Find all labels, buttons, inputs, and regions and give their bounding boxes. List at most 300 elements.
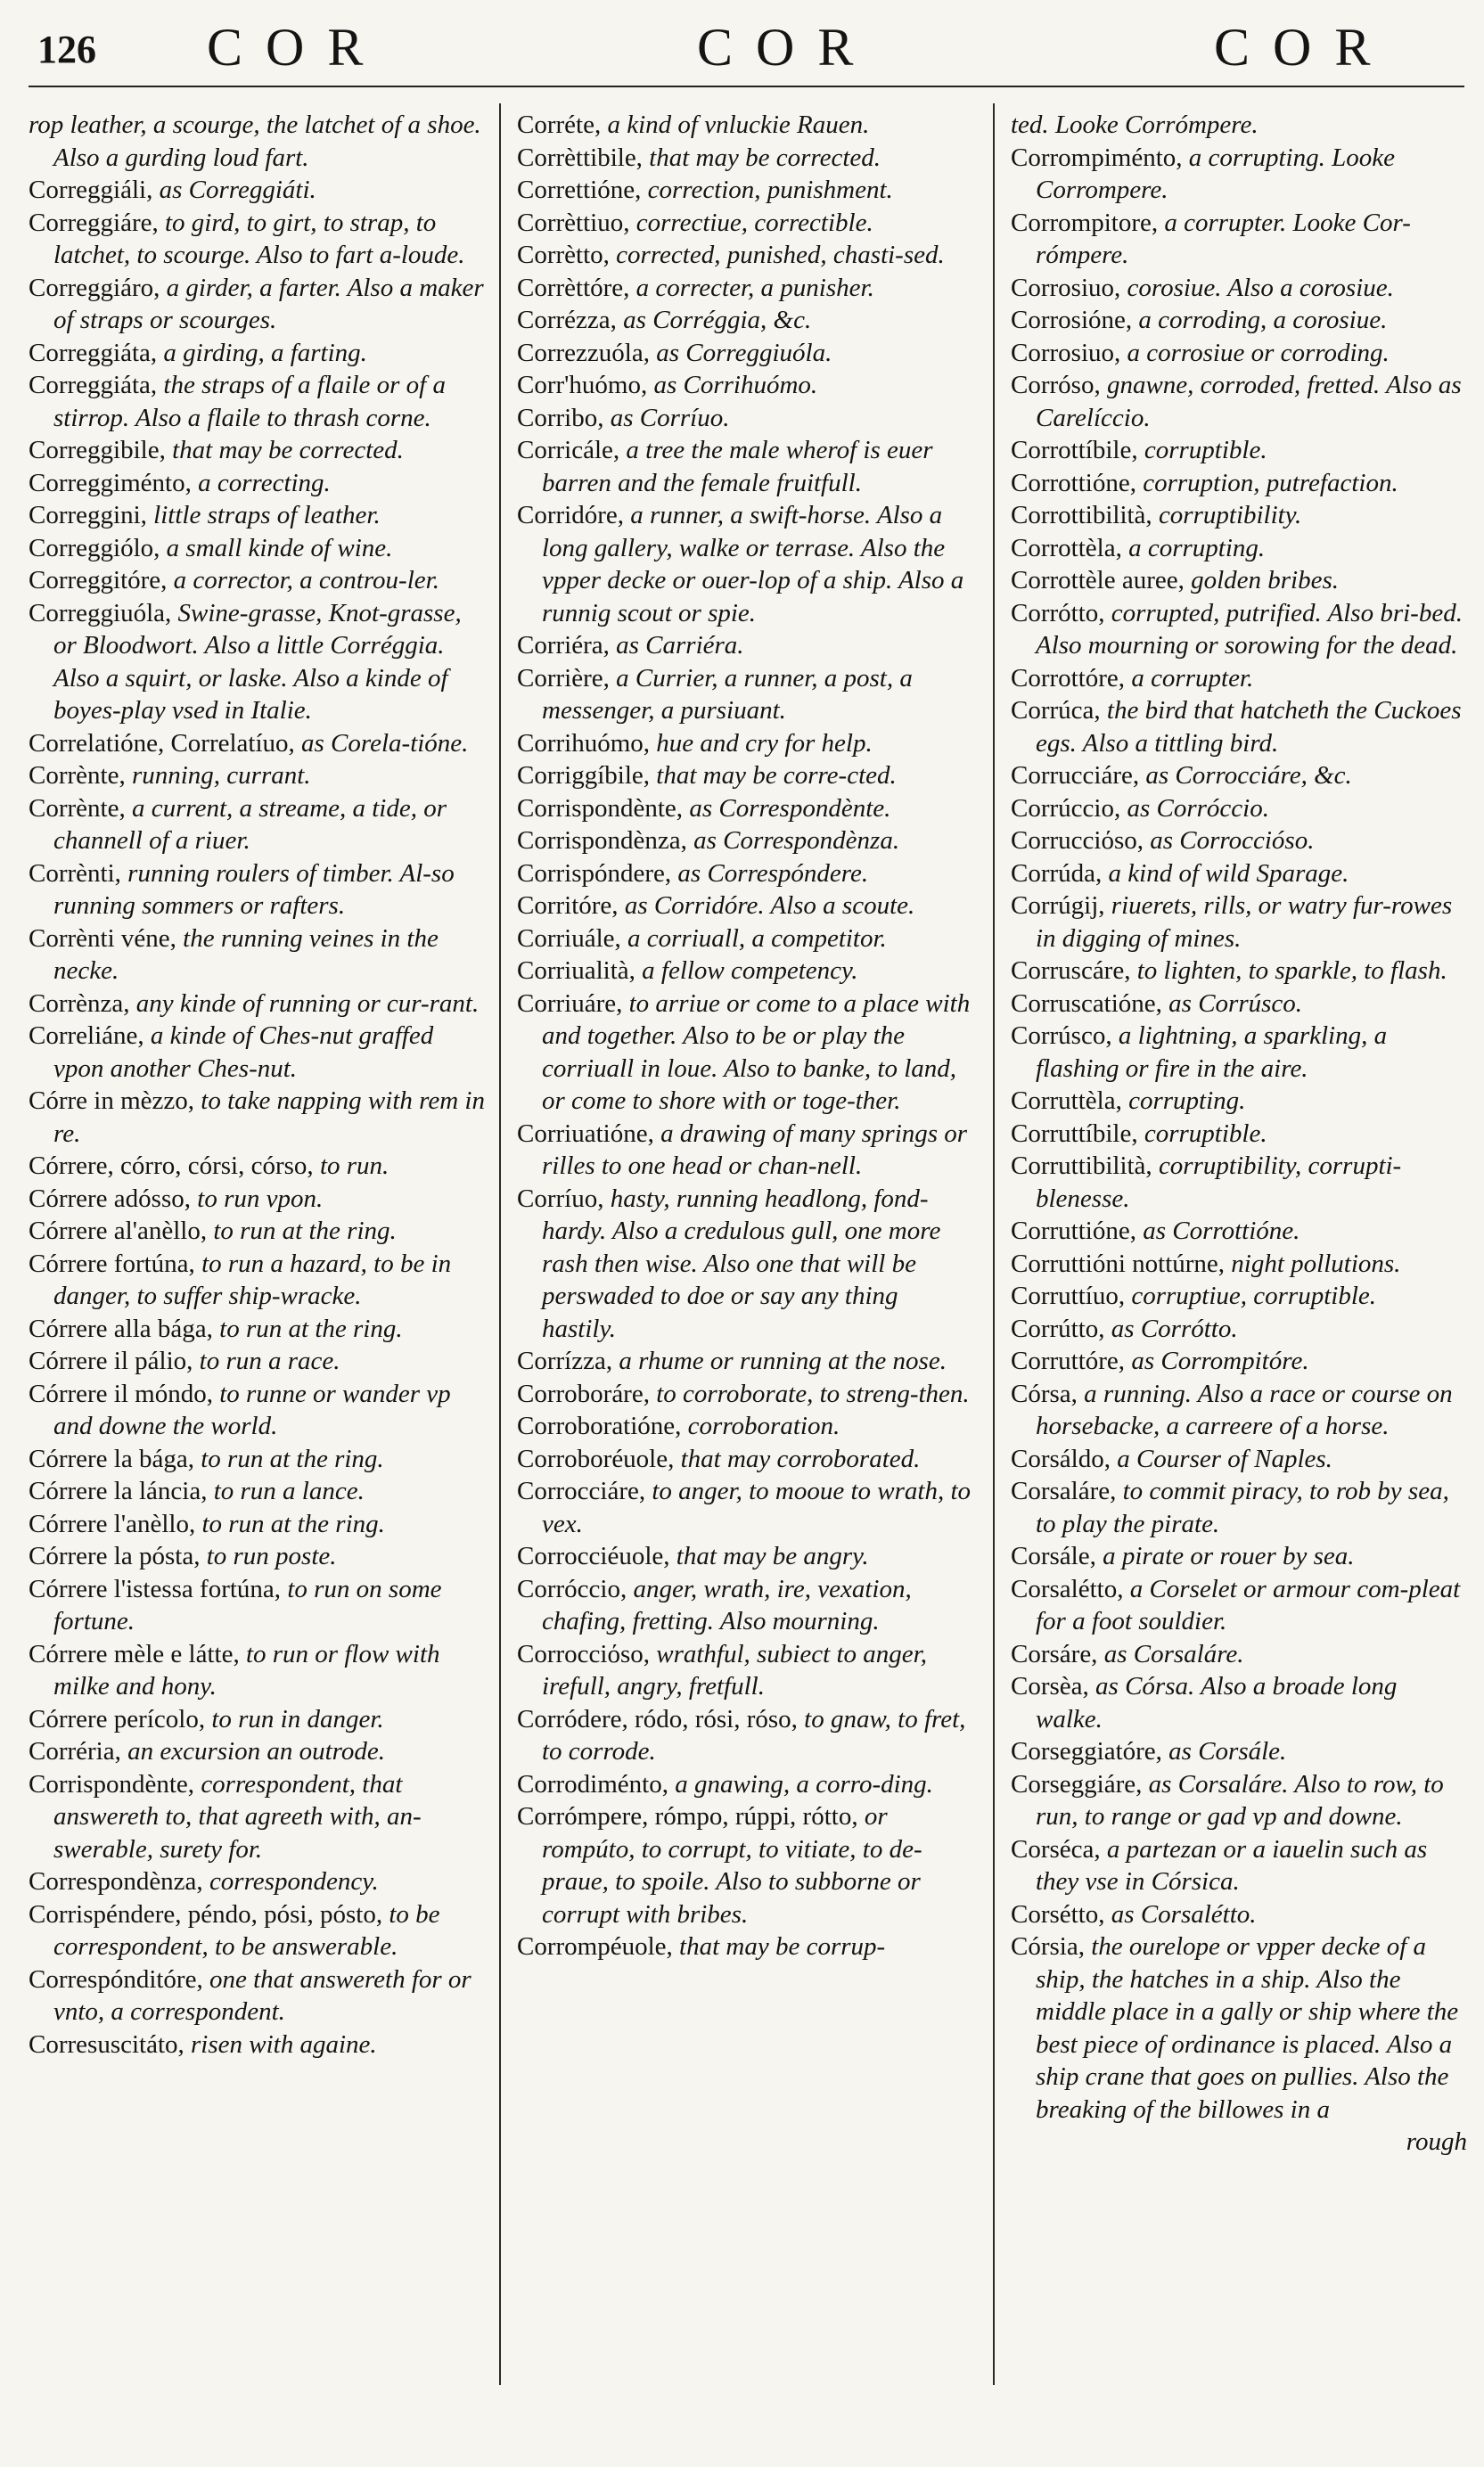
headword: Córsa, (1011, 1379, 1085, 1408)
dictionary-entry (1011, 1118, 1467, 1151)
headword: Corsèa, (1011, 1672, 1096, 1701)
dictionary-entry (1011, 1768, 1467, 1833)
dictionary-entry (517, 109, 973, 142)
catchword: rough (1406, 2127, 1467, 2156)
definition: a partezan or a iauelin such as they vse in Córsica. (1036, 1834, 1428, 1896)
headword: Corruscatióne, (1011, 988, 1169, 1018)
definition: one that answereth for or vnto, a correspondent. (53, 1964, 471, 2026)
definition: wrathful, subiect to anger, irefull, angry, fretfull. (542, 1639, 927, 1701)
definition: hasty, running headlong, fond-hardy. Also a credulous gull, one more rash then wise. Also one that will be perswaded to doe or say any thing hastily. (542, 1184, 941, 1343)
dictionary-entry (517, 629, 973, 662)
dictionary-entry (29, 337, 485, 370)
definition: a gnawing, a corro-ding. (675, 1769, 933, 1799)
definition: corruptibility, corrupti-blenesse. (1036, 1152, 1402, 1213)
headword: Corrottibilità, (1011, 501, 1159, 529)
headword: Corsalétto, (1011, 1574, 1130, 1603)
definition: running, currant. (131, 761, 311, 790)
headword: Corrottíbile, (1011, 436, 1144, 464)
definition: as Corrottióne. (1143, 1217, 1300, 1245)
dictionary-entry (1011, 1215, 1467, 1248)
headword: Córrere, córro, córsi, córso, (29, 1152, 320, 1180)
definition: the running veines in the necke. (53, 923, 439, 985)
dictionary-entry (29, 1638, 485, 1703)
headword: Corrótto, (1011, 598, 1111, 627)
dictionary-entry (29, 1898, 485, 1963)
definition: corroboration. (687, 1412, 840, 1440)
dictionary-entry (517, 304, 973, 337)
headword: Corrucciόso, (1011, 826, 1151, 855)
definition: correctiue, correctible. (635, 208, 873, 237)
dictionary-entry (517, 1573, 973, 1638)
dictionary-entry (517, 727, 973, 760)
definition: little straps of leather. (153, 501, 381, 529)
headword: Córrere perícolo, (29, 1704, 212, 1733)
definition: a tree the male wherof is euer barren and the female fruitfull. (542, 436, 933, 497)
headword: Correggibile, (29, 436, 173, 464)
definition: as Corrótto. (1111, 1314, 1238, 1343)
dictionary-entry (29, 499, 485, 532)
dictionary-entry (1011, 1540, 1467, 1573)
dictionary-entry (1011, 824, 1467, 857)
dictionary-entry (29, 1345, 485, 1378)
dictionary-entry (1011, 532, 1467, 565)
definition: an excursion an outrode. (127, 1737, 386, 1766)
dictionary-entry (517, 824, 973, 857)
page-body (29, 87, 1467, 2440)
dictionary-entry (1011, 1638, 1467, 1671)
headword: Corriualità, (517, 956, 643, 985)
definition: as Corela-tióne. (301, 728, 469, 758)
definition: as Corróccio. (1127, 793, 1269, 823)
definition: a girder, a farter. Also a maker of straps or scourges. (53, 273, 484, 334)
dictionary-entry (29, 922, 485, 988)
dictionary-entry (517, 792, 973, 825)
definition: to arriue or come to a place with and together. Also to be or play the corriuall in loue. Also to banke, to land, or come to shore with or toge-ther. (542, 988, 971, 1115)
headword: Corrottèle auree, (1011, 566, 1192, 594)
headword: Corruttíuo, (1011, 1282, 1132, 1310)
dictionary-entry (517, 759, 973, 792)
column-rule (499, 103, 501, 2385)
headword: Corséca, (1011, 1834, 1107, 1864)
dictionary-entry (29, 1215, 485, 1248)
headword: Corrompéuole, (517, 1932, 680, 1961)
definition: a rhume or running at the nose. (619, 1347, 947, 1375)
dictionary-entry (29, 1443, 485, 1476)
definition: corruption, putrefaction. (1143, 468, 1398, 497)
dictionary-entry (517, 239, 973, 272)
definition: a kind of wild Sparage. (1108, 858, 1349, 888)
headword: Corrispéndere, péndo, pósi, pósto, (29, 1899, 389, 1929)
definition: to run at the ring. (201, 1444, 384, 1473)
dictionary-entry (29, 1183, 485, 1216)
dictionary-entry (1011, 792, 1467, 825)
headword: Correggini, (29, 501, 154, 529)
headword: Córrere fortúna, (29, 1249, 202, 1278)
dictionary-entry (1011, 207, 1467, 272)
definition: as Carriéra. (616, 631, 744, 660)
dictionary-entry (29, 857, 485, 922)
headword: Córrere adósso, (29, 1184, 198, 1213)
dictionary-entry (1011, 1280, 1467, 1313)
headword: Corrènte, (29, 761, 132, 790)
dictionary-entry (29, 1768, 485, 1866)
dictionary-entry (517, 1183, 973, 1346)
dictionary-entry (517, 988, 973, 1118)
dictionary-entry (1011, 1833, 1467, 1898)
headword: Corrottóre, (1011, 663, 1132, 693)
definition: to anger, to mooue to wrath, to vex. (542, 1477, 972, 1538)
headword: Corruscáre, (1011, 956, 1137, 985)
headword: Corríuo, (517, 1184, 611, 1213)
headword: Corrèttibile, (517, 143, 650, 172)
dictionary-entry (29, 1963, 485, 2029)
headword: Corresuscitáto, (29, 2029, 192, 2059)
headword: Corrispondènte, (517, 793, 690, 823)
definition: as Correggiuóla. (656, 338, 832, 367)
definition: the ourelope or vpper decke of a ship, the hatches in a ship. Also the middle place in a gally or ship where the best piece of ordinance is placed. Also a ship crane that goes on pullies. Also the breaking of the billowes in a (1036, 1932, 1459, 2124)
definition: as Corrihuómo. (653, 371, 818, 399)
dictionary-entry (1011, 1248, 1467, 1281)
headword: Corsáldo, (1011, 1444, 1118, 1473)
dictionary-entry (29, 272, 485, 337)
headword: Corrètto, (517, 241, 617, 269)
definition: a current, a streame, a tide, or channell of a riuer. (53, 793, 447, 855)
definition: a corroding, a corosiue. (1138, 306, 1388, 334)
definition: to run a hazard, to be in danger, to suffer ship-wracke. (53, 1249, 452, 1310)
definition: a corrosiue or corroding. (1127, 338, 1390, 367)
dictionary-entry (517, 857, 973, 890)
definition: a corrupter. Looke Cor-rómpere. (1036, 208, 1411, 269)
dictionary-entry (29, 1865, 485, 1898)
headword: Corsétto, (1011, 1899, 1111, 1929)
definition: a correcter, a punisher. (635, 273, 874, 302)
headword: Correzzuóla, (517, 338, 657, 367)
headword: Corrútto, (1011, 1314, 1111, 1343)
headword: Córrere alla bága, (29, 1314, 220, 1343)
running-head-center: COR (697, 18, 877, 77)
headword: Correliáne, (29, 1021, 151, 1050)
dictionary-entry (29, 1248, 485, 1313)
definition: the straps of a flaile or of a stirrop. Also a flaile to thrash corne. (53, 371, 446, 432)
headword: Corrucciáre, (1011, 761, 1146, 790)
dictionary-entry (29, 2029, 485, 2061)
headword: Corsaláre, (1011, 1477, 1123, 1505)
definition: corrected, punished, chasti-sed. (616, 241, 945, 269)
headword: Correggiáre, (29, 208, 165, 237)
dictionary-entry (1011, 1898, 1467, 1931)
definition: to run in danger. (211, 1704, 384, 1733)
dictionary-entry (29, 1508, 485, 1541)
headword: Córrere l'anèllo, (29, 1509, 202, 1538)
dictionary-entry (29, 727, 485, 760)
headword: Correggiáli, (29, 176, 160, 204)
headword: Corridóre, (517, 501, 631, 529)
dictionary-entry (1011, 889, 1467, 955)
dictionary-entry (29, 1085, 485, 1150)
dictionary-entry (517, 272, 973, 305)
headword: Corrocciéuole, (517, 1542, 676, 1570)
definition: corruptible. (1144, 436, 1267, 464)
dictionary-entry (517, 662, 973, 727)
headword: Córsia, (1011, 1932, 1092, 1961)
dictionary-entry (1011, 564, 1467, 597)
definition: a corriuall, a competitor. (627, 923, 887, 953)
dictionary-entry (517, 1378, 973, 1411)
definition: to be correspondent, to be answerable. (53, 1899, 440, 1961)
dictionary-entry (29, 109, 485, 174)
dictionary-entry (29, 1150, 485, 1183)
definition: a runner, a swift-horse. Also a long gallery, walke or terrase. Also the vpper decke or ouer-lop of a ship. Also a runnig scout or spie. (542, 501, 964, 627)
dictionary-entry (517, 142, 973, 175)
definition: golden bribes. (1191, 566, 1340, 594)
headword: Corréte, (517, 111, 608, 139)
dictionary-entry (29, 532, 485, 565)
dictionary-entry (29, 467, 485, 500)
definition: corruptible. (1144, 1119, 1267, 1148)
definition: running roulers of timber. Al-so running sommers or rafters. (53, 858, 455, 920)
definition: as Corridóre. Also a scoute. (624, 891, 915, 920)
column-rule (993, 103, 995, 2385)
definition: riuerets, rills, or watry fur-rowes in digging of mines. (1036, 891, 1453, 953)
dictionary-entry (517, 1638, 973, 1703)
definition: corruptiue, corruptible. (1131, 1282, 1377, 1310)
dictionary-entry (1011, 369, 1467, 434)
definition: or rompúto, to corrupt, to vitiate, to de-praue, to spoile. Also to subborne or corrupt with bribes. (542, 1802, 922, 1929)
definition: a Currier, a runner, a post, a messenger, a pursiuant. (542, 663, 913, 725)
definition: as Corsaláre. (1103, 1639, 1244, 1668)
headword: Correggiuóla, (29, 598, 178, 627)
headword: Córrere la bága, (29, 1444, 201, 1473)
definition: as Correspóndere. (677, 858, 869, 888)
headword: Corrènza, (29, 988, 136, 1018)
dictionary-entry (517, 174, 973, 207)
definition: a lightning, a sparkling, a flashing or fire in the aire. (1036, 1021, 1388, 1083)
headword: Corrúccio, (1011, 793, 1127, 823)
headword: Corréria, (29, 1737, 128, 1766)
dictionary-entry (1011, 1313, 1467, 1346)
dictionary-entry (517, 1475, 973, 1540)
dictionary-entry (517, 1410, 973, 1443)
dictionary-entry (1011, 1475, 1467, 1540)
headword: Correlatióne, Correlatíuo, (29, 728, 302, 758)
definition: a running. Also a race or course on horsebacke, a carreere of a horse. (1036, 1379, 1453, 1440)
headword: Córrere al'anèllo, (29, 1217, 214, 1245)
definition: as Corrocciáre, &c. (1145, 761, 1352, 790)
definition: to commit piracy, to rob by sea, to play the pirate. (1036, 1477, 1449, 1538)
dictionary-entry (1011, 662, 1467, 695)
dictionary-entry (29, 207, 485, 272)
headword: Corróccio, (517, 1574, 634, 1603)
dictionary-entry (1011, 857, 1467, 890)
definition: a kinde of Ches-nut graffed vpon another Ches-nut. (53, 1021, 434, 1083)
headword: Corr'huómo, (517, 371, 654, 399)
headword: Corrómpere, rómpo, rúppi, rótto, (517, 1802, 865, 1831)
headword: Corruttióni nottúrne, (1011, 1249, 1232, 1278)
definition: as Corsalétto. (1111, 1899, 1257, 1929)
headword: Córre in mèzzo, (29, 1086, 201, 1115)
definition: to runne or wander vp and downe the world. (53, 1379, 451, 1440)
dictionary-entry (29, 564, 485, 597)
dictionary-entry (29, 1540, 485, 1573)
headword: Corrúgij, (1011, 891, 1111, 920)
definition: a drawing of many springs or rilles to one head or chan-nell. (542, 1119, 968, 1180)
definition: a corrupting. Looke Corrompere. (1036, 143, 1395, 204)
headword: Córrere il pálio, (29, 1347, 200, 1375)
dictionary-entry (1011, 1670, 1467, 1735)
headword: Correggiáta, (29, 338, 164, 367)
column-middle (517, 109, 973, 1963)
headword: Corseggiatóre, (1011, 1737, 1169, 1766)
definition: to lighten, to sparkle, to flash. (1136, 956, 1447, 985)
dictionary-entry (29, 174, 485, 207)
definition: a Corselet or armour com-pleat for a foot souldier. (1036, 1574, 1461, 1635)
dictionary-entry (1011, 467, 1467, 500)
dictionary-entry (517, 434, 973, 499)
dictionary-entry (29, 369, 485, 434)
headword: Corrispondènza, (517, 826, 694, 855)
definition: to take napping with rem in re. (53, 1086, 485, 1148)
dictionary-entry (1011, 597, 1467, 662)
definition: Swine-grasse, Knot-grasse, or Bloodwort. Also a little Corréggia. Also a squirt, or laske. Also a kinde of boyes-play vsed in Italie. (53, 598, 462, 725)
headword: Corrosiuo, (1011, 273, 1127, 302)
headword: Correggiólo, (29, 533, 167, 562)
dictionary-entry (29, 759, 485, 792)
headword: Corsáre, (1011, 1639, 1104, 1668)
definition: that may be corrected. (172, 436, 404, 464)
definition: a corrector, a controu-ler. (173, 566, 439, 594)
dictionary-entry (517, 1118, 973, 1183)
headword: Corroboráre, (517, 1379, 657, 1408)
headword: Corrispondènte, (29, 1769, 201, 1799)
page-header (29, 14, 1464, 87)
definition: as Corréggia, &c. (623, 306, 812, 334)
headword: Correttióne, (517, 176, 648, 204)
definition: as Corrompitóre. (1131, 1347, 1309, 1375)
definition: gnawne, corroded, fretted. Also as Carelíccio. (1036, 371, 1462, 432)
dictionary-entry (29, 792, 485, 857)
definition: that may be angry. (676, 1542, 869, 1570)
definition: as Corsaláre. Also to row, to run, to range or gad vp and downe. (1036, 1769, 1444, 1831)
headword: Corrihuómo, (517, 728, 657, 758)
definition: corruptibility. (1158, 501, 1302, 529)
headword: Corrottióne, (1011, 468, 1144, 497)
dictionary-entry (1011, 759, 1467, 792)
dictionary-entry (517, 499, 973, 629)
dictionary-entry (517, 1768, 973, 1801)
dictionary-entry (1011, 1443, 1467, 1476)
dictionary-entry (29, 988, 485, 1020)
definition: anger, wrath, ire, vexation, chafing, fretting. Also mourning. (542, 1574, 912, 1635)
definition: as Córsa. Also a broade long walke. (1036, 1672, 1398, 1733)
definition: to run at the ring. (201, 1509, 385, 1538)
headword: Corrottèla, (1011, 533, 1129, 562)
headword: Corriéra, (517, 631, 617, 660)
headword: Correggiáta, (29, 371, 164, 399)
headword: Corrézza, (517, 306, 624, 334)
dictionary-entry (517, 955, 973, 988)
headword: Corseggiáre, (1011, 1769, 1149, 1799)
definition: corosiue. Also a corosiue. (1127, 273, 1394, 302)
headword: Corrènte, (29, 793, 132, 823)
headword: Corritóre, (517, 891, 625, 920)
definition: a pirate or rouer by sea. (1103, 1542, 1355, 1570)
definition: that may be corre-cted. (656, 761, 897, 790)
dictionary-entry (517, 402, 973, 435)
headword: Corrúsco, (1011, 1021, 1119, 1050)
definition: a small kinde of wine. (166, 533, 393, 562)
definition: corrupting. (1128, 1086, 1246, 1115)
headword: Correspónditóre, (29, 1964, 209, 1994)
definition: ted. Looke Corrómpere. (1011, 111, 1259, 139)
headword: Córrere il móndo, (29, 1379, 220, 1408)
definition: correction, punishment. (647, 176, 893, 204)
definition: as Corroccióso. (1150, 826, 1315, 855)
dictionary-entry (1011, 694, 1467, 759)
dictionary-entry (1011, 1150, 1467, 1215)
definition: any kinde of running or cur-rant. (135, 988, 480, 1018)
headword: Córrere mèle e látte, (29, 1639, 246, 1668)
headword: Corroboréuole, (517, 1444, 681, 1473)
headword: Corródere, ródo, rósi, róso, (517, 1704, 805, 1733)
headword: Córrere la láncia, (29, 1477, 214, 1505)
definition: to corroborate, to streng-then. (656, 1379, 970, 1408)
dictionary-entry (1011, 142, 1467, 207)
headword: Corrocciόso, (517, 1639, 657, 1668)
headword: Correspondènza, (29, 1867, 209, 1896)
definition: a fellow competency. (642, 956, 858, 985)
headword: Corroboratióne, (517, 1412, 688, 1440)
dictionary-entry (517, 1443, 973, 1476)
dictionary-entry (517, 1930, 973, 1963)
definition: a kind of vnluckie Rauen. (607, 111, 870, 139)
headword: Corrispóndere, (517, 858, 678, 888)
headword: Corriuále, (517, 923, 628, 953)
headword: Corrompitore, (1011, 208, 1165, 237)
dictionary-entry (29, 434, 485, 467)
definition: risen with againe. (191, 2029, 377, 2059)
headword: Corrízza, (517, 1347, 619, 1375)
definition: as Corrúsco. (1168, 988, 1303, 1018)
dictionary-entry (1011, 1378, 1467, 1443)
dictionary-entry (517, 889, 973, 922)
headword: Corriuáre, (517, 988, 629, 1018)
definition: to run at the ring. (219, 1314, 403, 1343)
running-head-left: COR (207, 18, 387, 77)
definition: to run or flow with milke and hony. (53, 1639, 440, 1701)
headword: Corruttibilità, (1011, 1152, 1159, 1180)
headword: Correggiáro, (29, 273, 167, 302)
dictionary-entry (517, 207, 973, 240)
headword: Corruttióne, (1011, 1217, 1144, 1245)
headword: Corruttíbile, (1011, 1119, 1144, 1148)
dictionary-entry (29, 597, 485, 727)
dictionary-entry (1011, 1930, 1467, 2126)
dictionary-entry (1011, 272, 1467, 305)
definition: as Corríuo. (610, 403, 730, 432)
headword: Corrière, (517, 663, 617, 693)
headword: Corriggíbile, (517, 761, 657, 790)
dictionary-entry (1011, 1020, 1467, 1085)
definition: to run at the ring. (213, 1217, 397, 1245)
definition: night pollutions. (1231, 1249, 1401, 1278)
dictionary-entry (1011, 1735, 1467, 1768)
dictionary-entry (1011, 109, 1467, 142)
column-right (1011, 109, 1467, 2159)
definition: to gird, to girt, to strap, to latchet, to scourge. Also to fart a-loude. (53, 208, 465, 269)
definition: a girding, a farting. (163, 338, 367, 367)
headword: Corrènti véne, (29, 923, 184, 953)
headword: Corruttèla, (1011, 1086, 1129, 1115)
